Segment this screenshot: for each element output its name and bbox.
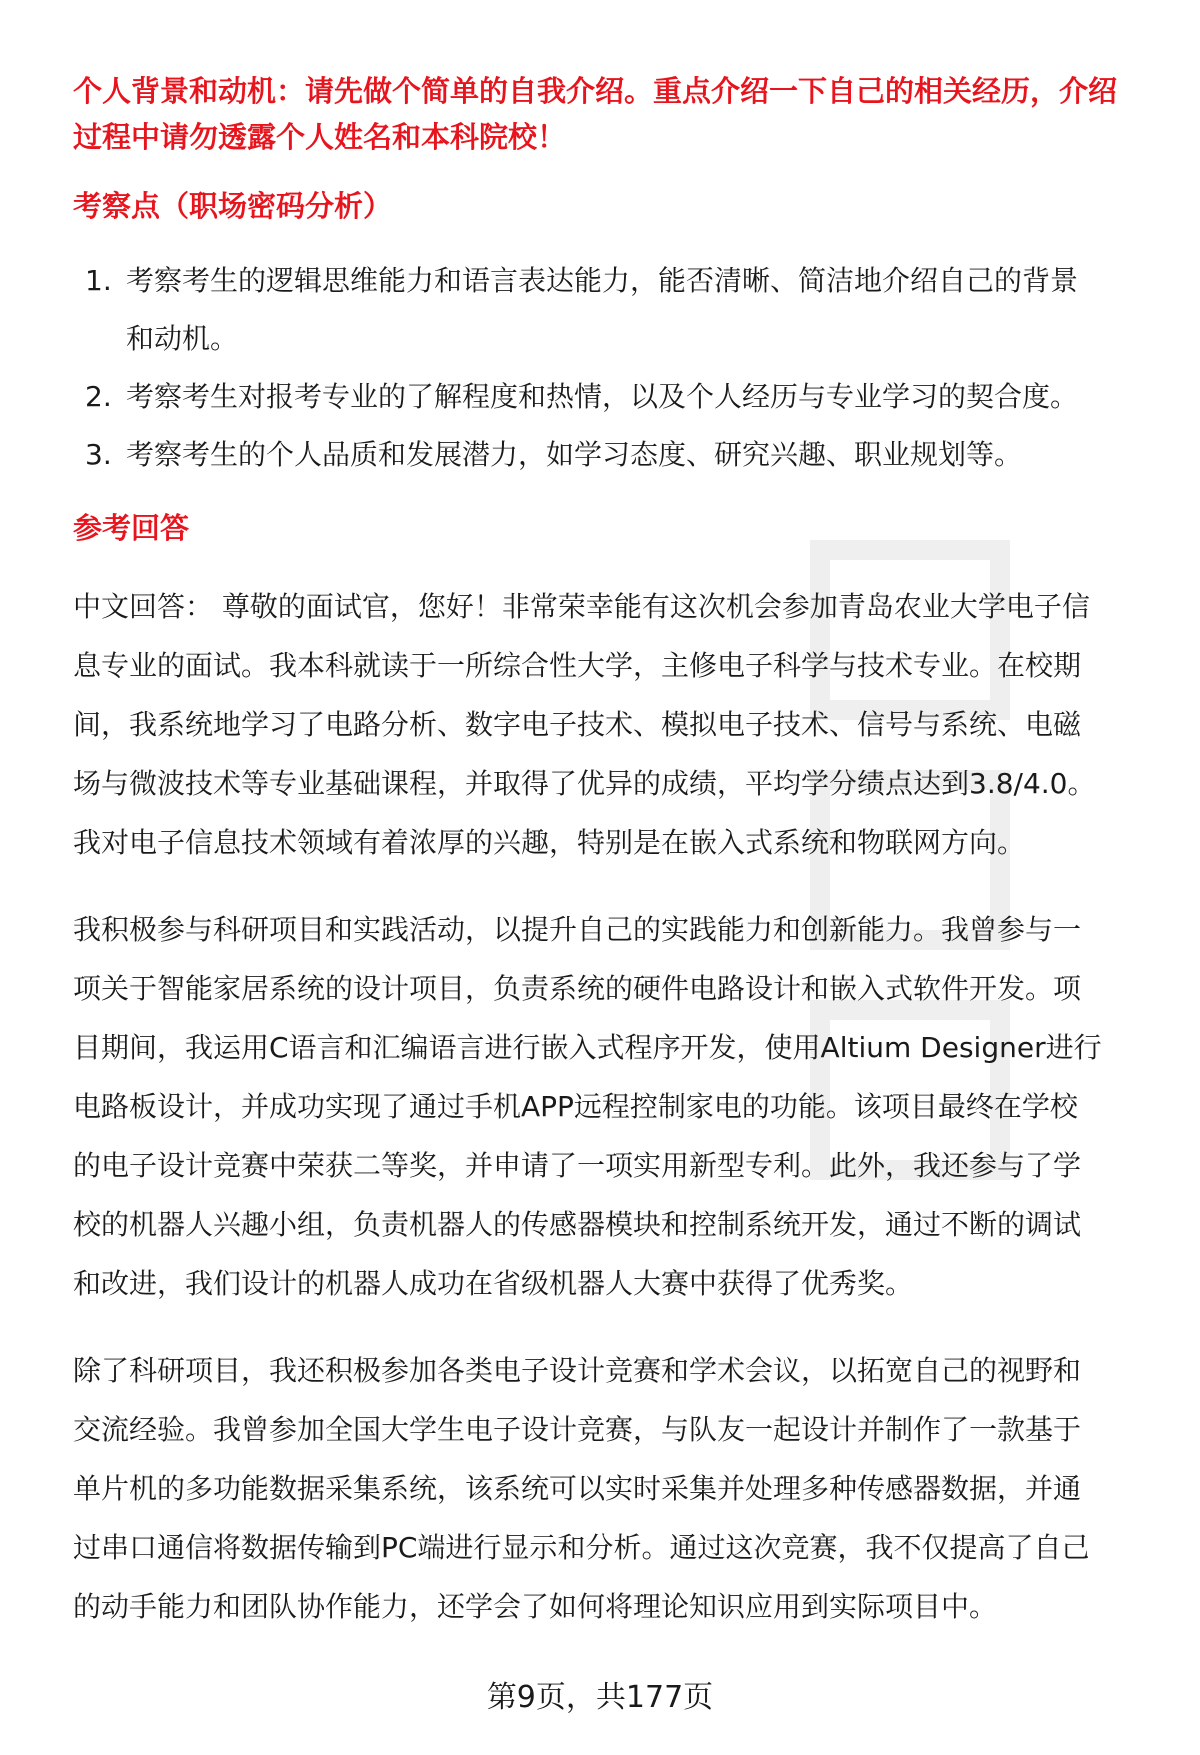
answer-paragraph-2: 我积极参与科研项目和实践活动，以提升自己的实践能力和创新能力。我曾参与一 项关于智能家居系统的设计项目，负责系统的硬件电路设计和嵌入式软件开发。项 目期间，我运用C语言和汇编语言进行嵌入式程序开发，使用Altium Designer进行 电路板设计，并成功实现了通过手机APP远程控制家电的功能。该项目最终在学校 的电子设计竞赛中荣获二等奖，并申请了一项实用新型专利。此外，我还参与了学 校的机器人兴趣小组，负责机器人的传感器模块和控制系统开发，通过不断的调试 和改进，我们设计的机器人成功在省级机器人大赛中获得了优秀奖。	[73, 913, 1102, 1300]
question-line-2: 过程中请勿透露个人姓名和本科院校！	[73, 120, 567, 154]
list-item-number: 3.	[85, 438, 112, 471]
analysis-heading: 考察点（职场密码分析）	[73, 189, 393, 223]
document-page	[73, 66, 1153, 1636]
list-item: 2. 考察考生对报考专业的了解程度和热情，以及个人经历与专业学习的契合度。	[73, 368, 1153, 426]
answer-paragraph-3: 除了科研项目，我还积极参加各类电子设计竞赛和学术会议，以拓宽自己的视野和 交流经验。我曾参加全国大学生电子设计竞赛，与队友一起设计并制作了一款基于 单片机的多功能数据采集系统，该系统可以实时采集并处理多种传感器数据，并通 过串口通信将数据传输到PC端进行显示和分析。通过这次竞赛，我不仅提高了自己 的动手能力和团队协作能力，还学会了如何将理论知识应用到实际项目中。	[73, 1354, 1090, 1623]
list-item-number: 1.	[85, 264, 112, 297]
list-item-number: 2.	[85, 380, 112, 413]
list-item: 1. 考察考生的逻辑思维能力和语言表达能力，能否清晰、简洁地介绍自己的背景 和动机。	[73, 252, 1153, 368]
page-number-footer: 第9页，共177页	[486, 1680, 714, 1715]
answer-heading: 参考回答	[73, 511, 190, 545]
answer-paragraph-1: 中文回答： 尊敬的面试官，您好！非常荣幸能有这次机会参加青岛农业大学电子信 息专业的面试。我本科就读于一所综合性大学，主修电子科学与技术专业。在校期 间，我系统地学习了电路分析、数字电子技术、模拟电子技术、信号与系统、电磁 场与微波技术等专业基础课程，并取得了优异的成绩，平均学分绩点达到3.8/4.0。 我对电子信息技术领域有着浓厚的兴趣，特别是在嵌入式系统和物联网方向。	[73, 590, 1096, 859]
question-line-1: 个人背景和动机：请先做个简单的自我介绍。重点介绍一下自己的相关经历，介绍	[73, 74, 1118, 108]
analysis-list	[73, 252, 1153, 484]
question-heading	[73, 68, 1153, 160]
list-item: 3. 考察考生的个人品质和发展潜力，如学习态度、研究兴趣、职业规划等。	[73, 426, 1153, 484]
